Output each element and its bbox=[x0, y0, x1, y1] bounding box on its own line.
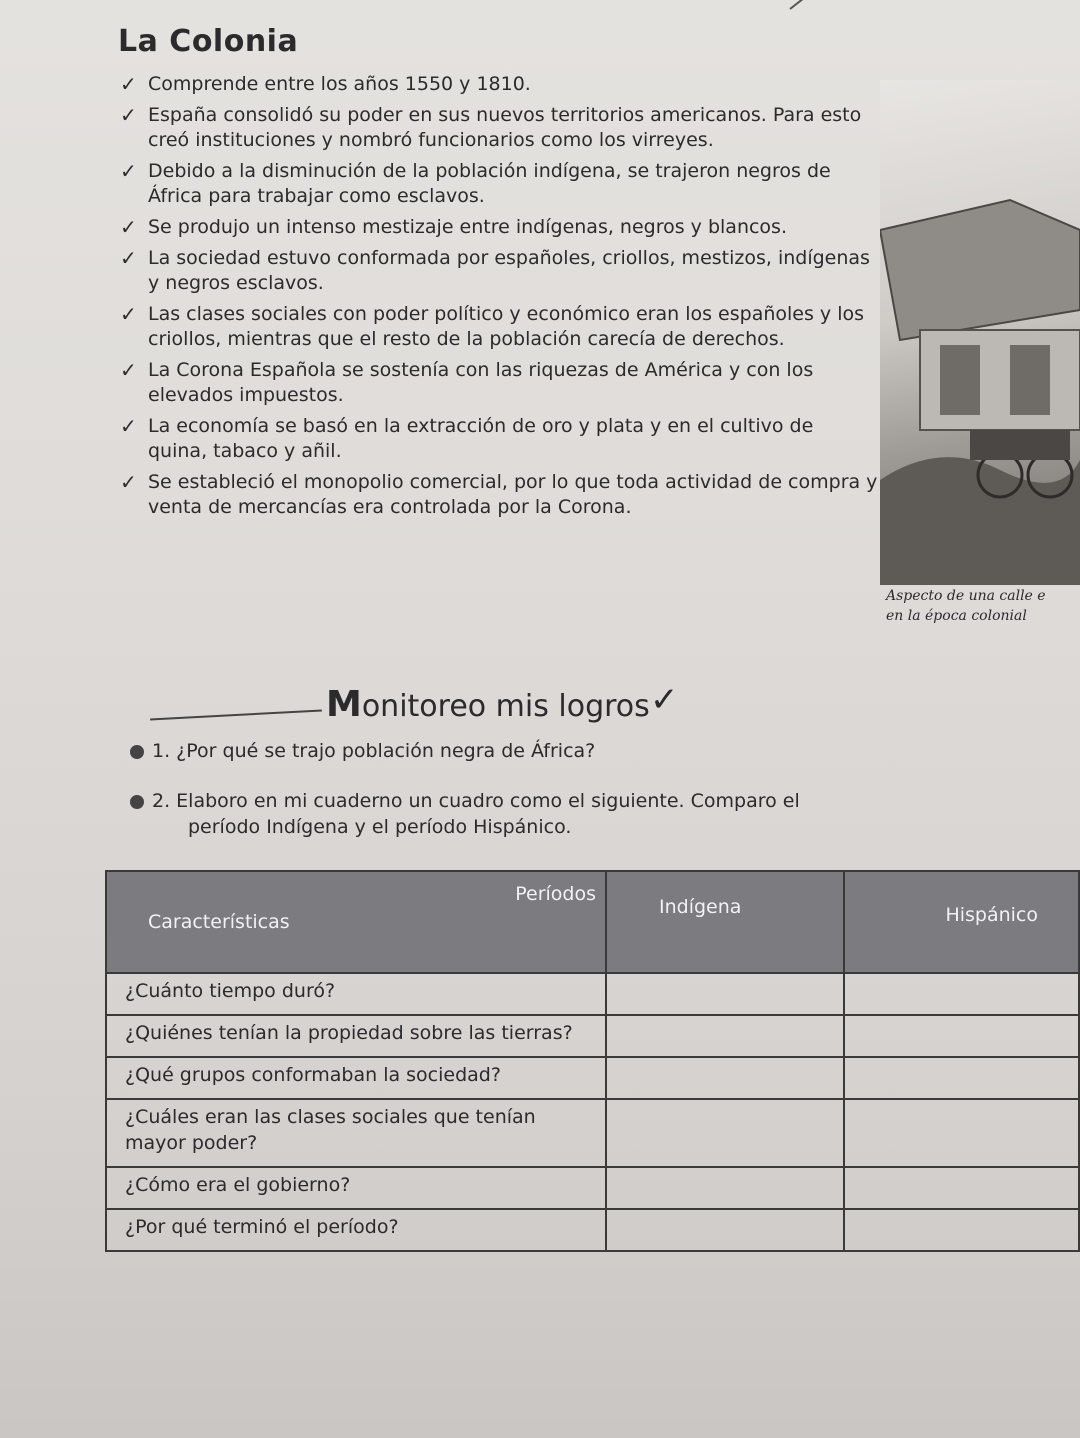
table-row: ¿Quiénes tenían la propiedad sobre las tierras? bbox=[106, 1015, 1079, 1057]
checkmark-icon: ✓ bbox=[120, 246, 137, 270]
header-indigena: Indígena bbox=[606, 871, 844, 973]
answer-cell[interactable] bbox=[606, 1015, 844, 1057]
list-item: ✓ Las clases sociales con poder político y económico eran los españoles y los criollos, mientras que el resto de la población carecía de derechos. bbox=[120, 302, 865, 350]
section-heading: Monitoreo mis logros bbox=[326, 684, 650, 725]
answer-cell[interactable] bbox=[606, 1167, 844, 1209]
checkmark-icon: ✓ bbox=[120, 470, 137, 494]
answer-cell[interactable] bbox=[606, 1209, 844, 1251]
answer-cell[interactable] bbox=[606, 1099, 844, 1167]
answer-cell[interactable] bbox=[844, 973, 1079, 1015]
checkmark-icon: ✓ bbox=[120, 358, 137, 382]
checkmark-icon: ✓ bbox=[120, 414, 137, 438]
table-row: ¿Por qué terminó el período? bbox=[106, 1209, 1079, 1251]
image-caption: Aspecto de una calle e en la época colonial bbox=[886, 588, 1046, 624]
pencil-mark bbox=[789, 0, 885, 10]
colonial-street-illustration bbox=[880, 80, 1080, 585]
list-item: ✓ Debido a la disminución de la población indígena, se trajeron negros de África para trabajar como esclavos. bbox=[120, 159, 831, 207]
list-item: ✓ La sociedad estuvo conformada por españoles, criollos, mestizos, indígenas y negros esclavos. bbox=[120, 246, 870, 294]
checkmark-icon: ✓ bbox=[650, 680, 679, 720]
table-header-row bbox=[106, 871, 1079, 973]
answer-cell[interactable] bbox=[606, 973, 844, 1015]
page-title: La Colonia bbox=[118, 24, 299, 59]
table-row: ¿Qué grupos conformaban la sociedad? bbox=[106, 1057, 1079, 1099]
checkmark-icon: ✓ bbox=[120, 302, 137, 326]
colonial-street-drawing bbox=[880, 80, 1080, 585]
question-2: 2. Elaboro en mi cuaderno un cuadro como el siguiente. Comparo el período Indígena y el período Hispánico. bbox=[130, 788, 850, 840]
table-row: ¿Cómo era el gobierno? bbox=[106, 1167, 1079, 1209]
answer-cell[interactable] bbox=[844, 1099, 1079, 1167]
checkmark-icon: ✓ bbox=[120, 103, 137, 127]
comparison-table bbox=[105, 870, 1080, 1252]
table-row: ¿Cuánto tiempo duró? bbox=[106, 973, 1079, 1015]
checkmark-icon: ✓ bbox=[120, 215, 137, 239]
activity-icon bbox=[130, 795, 144, 809]
list-item: ✓ Se produjo un intenso mestizaje entre indígenas, negros y blancos. bbox=[120, 215, 787, 239]
answer-cell[interactable] bbox=[844, 1015, 1079, 1057]
list-item: ✓ La Corona Española se sostenía con las riquezas de América y con los elevados impuestos. bbox=[120, 358, 814, 406]
table-row: ¿Cuáles eran las clases sociales que tenían mayor poder? bbox=[106, 1099, 1079, 1167]
list-item: ✓ La economía se basó en la extracción de oro y plata y en el cultivo de quina, tabaco y añil. bbox=[120, 414, 814, 462]
header-hispanico: Hispánico bbox=[844, 871, 1079, 973]
answer-cell[interactable] bbox=[844, 1209, 1079, 1251]
answer-cell[interactable] bbox=[606, 1057, 844, 1099]
checkmark-icon: ✓ bbox=[120, 159, 137, 183]
list-item: ✓ Comprende entre los años 1550 y 1810. bbox=[120, 72, 531, 96]
list-item: ✓ Se estableció el monopolio comercial, por lo que toda actividad de compra y venta de mercancías era controlada por la Corona. bbox=[120, 470, 878, 518]
checkmark-icon: ✓ bbox=[120, 72, 137, 96]
answer-cell[interactable] bbox=[844, 1057, 1079, 1099]
answer-cell[interactable] bbox=[844, 1167, 1079, 1209]
header-characteristics-periods: Períodos Características bbox=[106, 871, 606, 973]
activity-icon bbox=[130, 745, 144, 759]
bullet-list bbox=[118, 72, 878, 526]
question-1: 1. ¿Por qué se trajo población negra de África? bbox=[130, 738, 595, 764]
section-underline bbox=[150, 710, 322, 721]
list-item: ✓ España consolidó su poder en sus nuevos territorios americanos. Para esto creó instituciones y nombró funcionarios como los virreyes. bbox=[120, 103, 862, 151]
